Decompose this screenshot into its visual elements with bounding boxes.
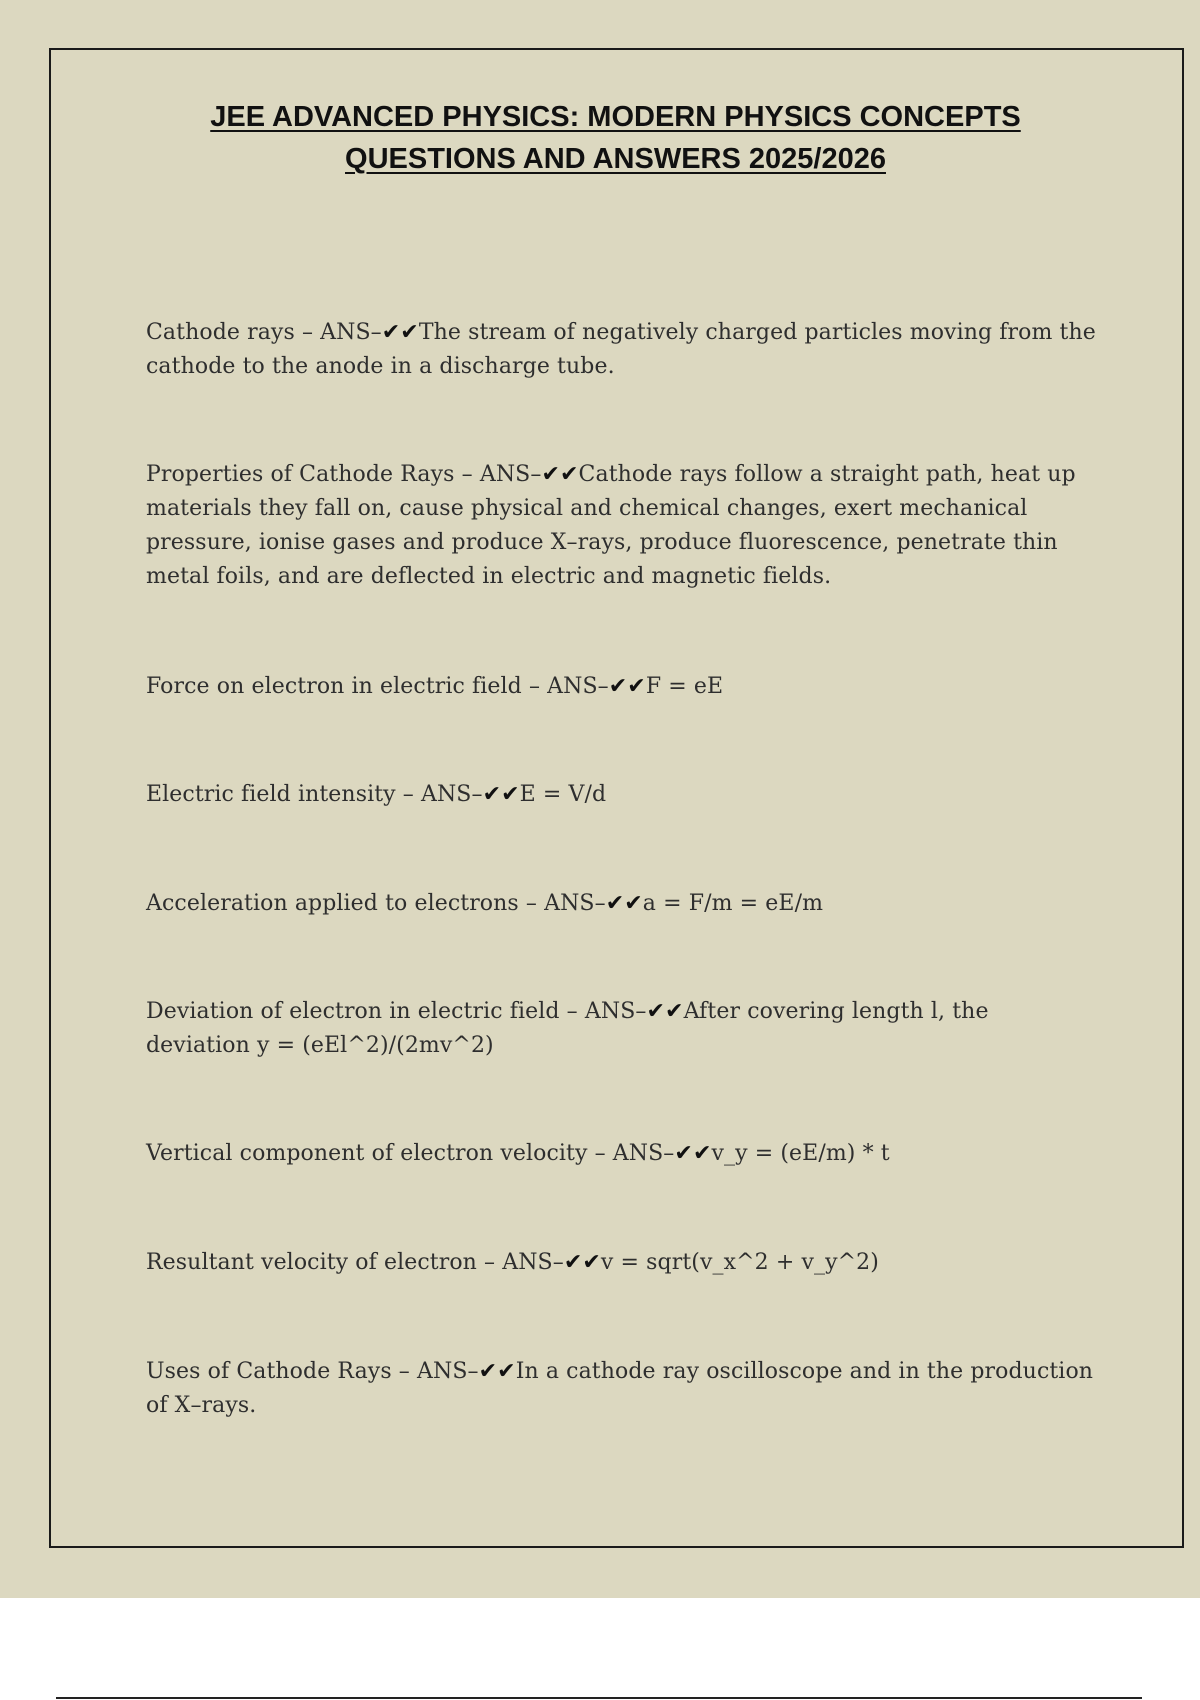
qa-answer: F = eE bbox=[645, 674, 724, 699]
qa-question: Cathode rays bbox=[146, 320, 295, 345]
qa-question: Acceleration applied to electrons bbox=[146, 891, 519, 916]
double-check-icon: ✔✔ bbox=[482, 782, 520, 807]
qa-answer: a = F/m = eE/m bbox=[642, 891, 824, 916]
qa-answer: The stream of negatively charged particles moving from the cathode to the anode in a discharge tube. bbox=[146, 320, 1096, 379]
qa-item-cathode-rays bbox=[146, 316, 1096, 384]
qa-answer: In a cathode ray oscilloscope and in the production of X–rays. bbox=[146, 1359, 1094, 1418]
qa-item-electric-field-intensity bbox=[146, 778, 1096, 812]
qa-question: Properties of Cathode Rays bbox=[146, 462, 455, 487]
qa-question: Force on electron in electric field bbox=[146, 674, 522, 699]
qa-question: Electric field intensity bbox=[146, 782, 396, 807]
qa-answer: v = sqrt(v_x^2 + v_y^2) bbox=[600, 1250, 879, 1275]
qa-answer: E = V/d bbox=[519, 782, 607, 807]
qa-separator: – ANS– bbox=[518, 891, 606, 916]
qa-item-force-on-electron bbox=[146, 670, 1096, 704]
qa-separator: – ANS– bbox=[454, 462, 542, 487]
qa-item-acceleration bbox=[146, 887, 1096, 921]
qa-item-uses-of-cathode-rays bbox=[146, 1355, 1096, 1423]
qa-answer: v_y = (eE/m) * t bbox=[711, 1141, 890, 1166]
qa-question: Uses of Cathode Rays bbox=[146, 1359, 392, 1384]
double-check-icon: ✔✔ bbox=[674, 1141, 712, 1166]
qa-question: Vertical component of electron velocity bbox=[146, 1141, 588, 1166]
qa-separator: – ANS– bbox=[395, 782, 483, 807]
qa-item-deviation-of-electron bbox=[146, 995, 1096, 1063]
qa-separator: – ANS– bbox=[476, 1250, 564, 1275]
qa-separator: – ANS– bbox=[521, 674, 609, 699]
document-title-line-1: JEE ADVANCED PHYSICS: MODERN PHYSICS CONCEPTS bbox=[210, 101, 1021, 133]
double-check-icon: ✔✔ bbox=[605, 891, 643, 916]
qa-separator: – ANS– bbox=[587, 1141, 675, 1166]
footer-divider bbox=[56, 1697, 1142, 1699]
qa-separator: – ANS– bbox=[559, 999, 647, 1024]
double-check-icon: ✔✔ bbox=[478, 1359, 516, 1384]
double-check-icon: ✔✔ bbox=[381, 320, 419, 345]
qa-answer: Cathode rays follow a straight path, heat up materials they fall on, cause physical and chemical changes, exert mechanical pressure, ionise gases and produce X–rays, produce fluorescence, penetrate thin metal foils, and are deflected in electric and magnetic fields. bbox=[146, 462, 1076, 589]
qa-question: Resultant velocity of electron bbox=[146, 1250, 477, 1275]
qa-separator: – ANS– bbox=[391, 1359, 479, 1384]
document-title-line-2: QUESTIONS AND ANSWERS 2025/2026 bbox=[345, 143, 886, 175]
qa-item-vertical-velocity bbox=[146, 1137, 1096, 1171]
qa-answer: After covering length l, the deviation y = (eEl^2)/(2mv^2) bbox=[146, 999, 989, 1058]
document-title bbox=[0, 96, 1200, 180]
double-check-icon: ✔✔ bbox=[646, 999, 684, 1024]
qa-separator: – ANS– bbox=[294, 320, 382, 345]
qa-item-resultant-velocity bbox=[146, 1246, 1096, 1280]
qa-question: Deviation of electron in electric field bbox=[146, 999, 560, 1024]
double-check-icon: ✔✔ bbox=[563, 1250, 601, 1275]
double-check-icon: ✔✔ bbox=[541, 462, 579, 487]
double-check-icon: ✔✔ bbox=[608, 674, 646, 699]
qa-item-properties-of-cathode-rays bbox=[146, 458, 1096, 594]
